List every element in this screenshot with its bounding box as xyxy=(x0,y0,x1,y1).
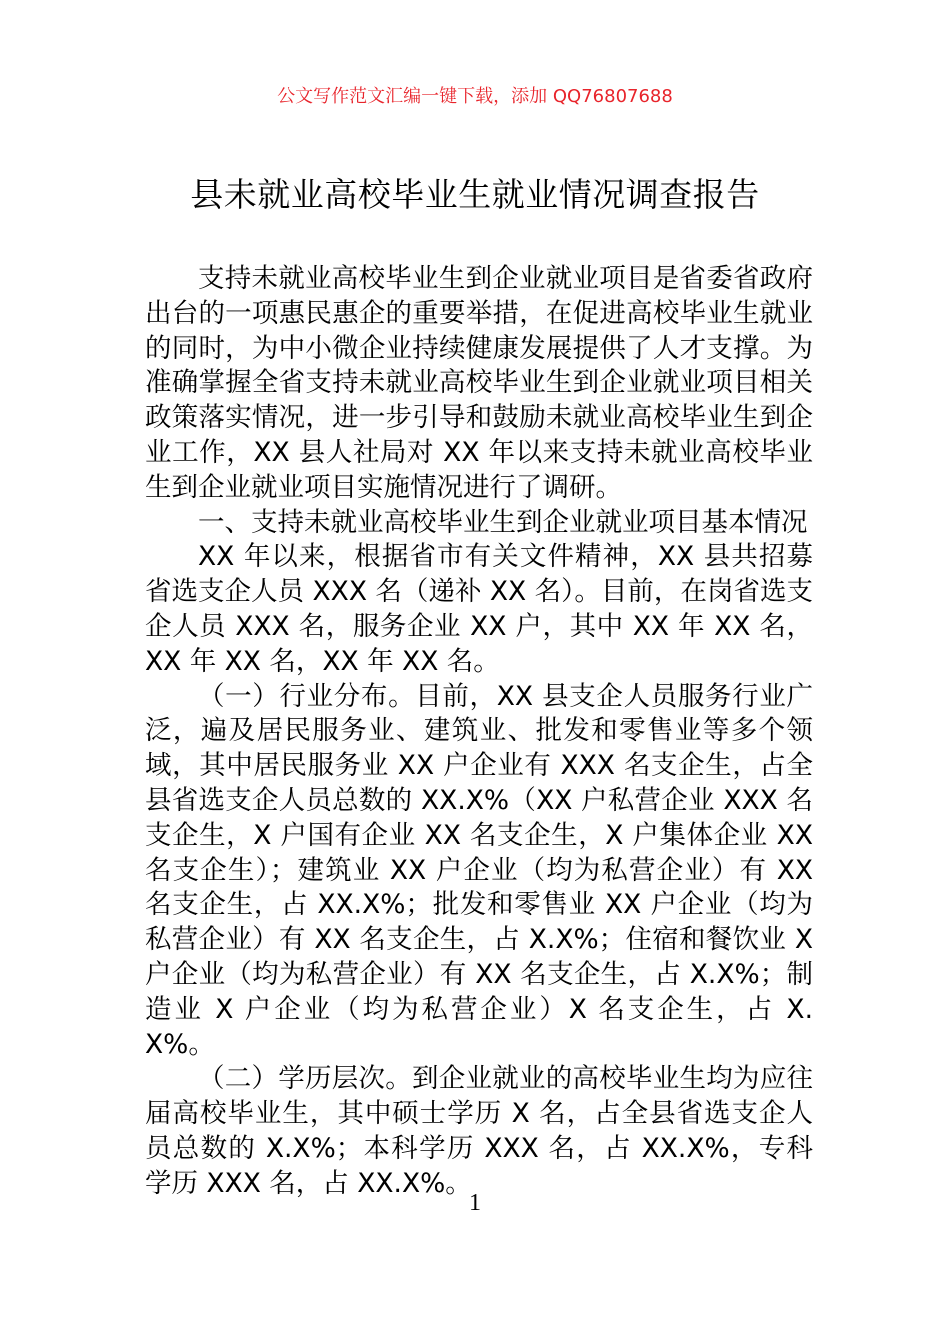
industry-distribution-paragraph: （一）行业分布。目前，XX 县支企人员服务行业广泛，遍及居民服务业、建筑业、批发和零售业等多个领域，其中居民服务业 XX 户企业有 XXX 名支企生，占全县省选支企人员总数的 XX.X%（XX 户私营企业 XXX 名支企生，X 户国有企业 XX 名支企生，X 户集体企业 XX 名支企生）；建筑业 XX 户企业（均为私营企业）有 XX 名支企生，占 XX.X%；批发和零售业 XX 户企业（均为私营企业）有 XX 名支企生，占 X.X%；住宿和餐饮业 X 户企业（均为私营企业）有 XX 名支企生，占 X.X%；制造业 X 户企业（均为私营企业）X 名支企生，占 X.X%。 xyxy=(145,680,813,1060)
download-banner: 公文写作范文汇编一键下载，添加 QQ76807688 xyxy=(277,86,673,107)
section-heading: 一、支持未就业高校毕业生到企业就业项目基本情况 xyxy=(198,506,808,538)
intro-paragraph: 支持未就业高校毕业生到企业就业项目是省委省政府出台的一项惠民惠企的重要举措，在促进高校毕业生就业的同时，为中小微企业持续健康发展提供了人才支撑。为准确掌握全省支持未就业高校毕业生到企业就业项目相关政策落实情况，进一步引导和鼓励未就业高校毕业生到企业工作，XX 县人社局对 XX 年以来支持未就业高校毕业生到企业就业项目实施情况进行了调研。 xyxy=(145,263,813,503)
overview-paragraph: XX 年以来，根据省市有关文件精神，XX 县共招募省选支企人员 XXX 名（递补 XX 名）。目前，在岗省选支企人员 XXX 名，服务企业 XX 户，其中 XX 年 XX 名，XX 年 XX 名，XX 年 XX 名。 xyxy=(145,541,813,677)
education-level-paragraph: （二）学历层次。到企业就业的高校毕业生均为应往届高校毕业生，其中硕士学历 X 名，占全县省选支企人员总数的 X.X%；本科学历 XXX 名，占 XX.X%，专科学历 XXX 名，占 XX.X%。 xyxy=(145,1063,813,1199)
page-number: 1 xyxy=(469,1190,481,1216)
document-title: 县未就业高校毕业生就业情况调查报告 xyxy=(190,175,760,214)
document-body xyxy=(145,262,813,1202)
